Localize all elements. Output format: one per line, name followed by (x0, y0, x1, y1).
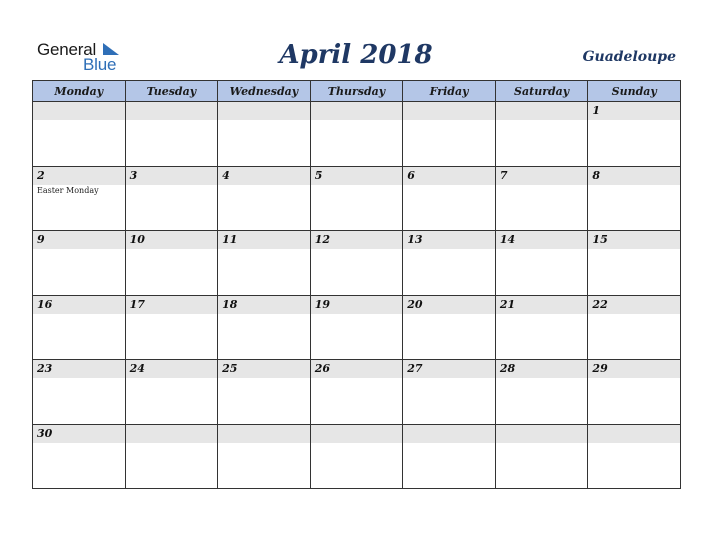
day-number (126, 102, 218, 120)
day-cell[interactable] (588, 425, 681, 490)
day-number: 3 (126, 167, 218, 185)
region-label: Guadeloupe (582, 49, 676, 65)
day-cell[interactable] (218, 102, 311, 167)
day-number: 9 (33, 231, 125, 249)
day-cell[interactable] (126, 167, 219, 232)
day-cell[interactable] (588, 167, 681, 232)
day-cell[interactable] (403, 360, 496, 425)
logo-blue-text: Blue (83, 55, 117, 74)
day-cell[interactable] (588, 296, 681, 361)
day-cell[interactable] (496, 231, 589, 296)
day-number: 29 (588, 360, 680, 378)
day-cell[interactable] (496, 360, 589, 425)
holiday-label: Easter Monday (37, 185, 99, 195)
day-cell[interactable] (311, 167, 404, 232)
day-number (496, 425, 588, 443)
day-cell[interactable] (33, 296, 126, 361)
day-number (311, 425, 403, 443)
day-number: 15 (588, 231, 680, 249)
day-cell[interactable] (311, 102, 404, 167)
day-cell[interactable] (588, 231, 681, 296)
day-cell[interactable] (311, 360, 404, 425)
day-number: 5 (311, 167, 403, 185)
day-number: 20 (403, 296, 495, 314)
day-cell[interactable] (126, 102, 219, 167)
weekday-header-thursday: Thursday (311, 81, 404, 102)
logo-general-text: General (37, 40, 97, 59)
day-cell[interactable] (588, 360, 681, 425)
day-number: 12 (311, 231, 403, 249)
day-number: 2 (33, 167, 125, 185)
day-number (126, 425, 218, 443)
day-number: 28 (496, 360, 588, 378)
day-number: 1 (588, 102, 680, 120)
day-number: 23 (33, 360, 125, 378)
day-number: 26 (311, 360, 403, 378)
day-cell[interactable] (33, 102, 126, 167)
day-number (311, 102, 403, 120)
day-number: 13 (403, 231, 495, 249)
day-number: 21 (496, 296, 588, 314)
day-cell[interactable] (311, 296, 404, 361)
day-cell[interactable] (403, 425, 496, 490)
day-number (33, 102, 125, 120)
day-cell[interactable] (403, 167, 496, 232)
day-number: 8 (588, 167, 680, 185)
day-cell[interactable] (496, 167, 589, 232)
day-number: 18 (218, 296, 310, 314)
day-number: 14 (496, 231, 588, 249)
weekday-header-tuesday: Tuesday (126, 81, 219, 102)
page-title: April 2018 (279, 40, 433, 70)
day-number (403, 425, 495, 443)
day-cell[interactable] (218, 296, 311, 361)
day-number (403, 102, 495, 120)
day-cell[interactable] (218, 425, 311, 490)
weekday-header-saturday: Saturday (496, 81, 589, 102)
day-number: 22 (588, 296, 680, 314)
day-number: 6 (403, 167, 495, 185)
day-number: 24 (126, 360, 218, 378)
day-cell[interactable] (496, 425, 589, 490)
day-number: 30 (33, 425, 125, 443)
day-number: 27 (403, 360, 495, 378)
day-cell[interactable] (496, 296, 589, 361)
day-cell[interactable] (218, 360, 311, 425)
day-number (588, 425, 680, 443)
day-number: 16 (33, 296, 125, 314)
day-number (218, 102, 310, 120)
day-cell[interactable] (588, 102, 681, 167)
day-cell[interactable] (403, 102, 496, 167)
day-number: 25 (218, 360, 310, 378)
day-number: 7 (496, 167, 588, 185)
day-cell[interactable] (33, 231, 126, 296)
weekday-header-wednesday: Wednesday (218, 81, 311, 102)
day-cell[interactable] (496, 102, 589, 167)
day-cell[interactable] (311, 231, 404, 296)
day-number (496, 102, 588, 120)
day-number (218, 425, 310, 443)
day-cell[interactable] (403, 296, 496, 361)
weekday-header-friday: Friday (403, 81, 496, 102)
day-cell[interactable] (218, 231, 311, 296)
day-cell[interactable] (403, 231, 496, 296)
day-cell[interactable] (126, 360, 219, 425)
day-number: 19 (311, 296, 403, 314)
day-cell[interactable] (126, 425, 219, 490)
day-cell[interactable] (311, 425, 404, 490)
day-cell[interactable] (33, 167, 126, 232)
calendar-grid (32, 80, 681, 489)
day-cell[interactable] (126, 296, 219, 361)
day-number: 10 (126, 231, 218, 249)
day-cell[interactable] (218, 167, 311, 232)
day-cell[interactable] (33, 360, 126, 425)
weekday-header-monday: Monday (33, 81, 126, 102)
day-cell[interactable] (33, 425, 126, 490)
weekday-header-sunday: Sunday (588, 81, 681, 102)
day-number: 11 (218, 231, 310, 249)
day-number: 4 (218, 167, 310, 185)
day-number: 17 (126, 296, 218, 314)
day-cell[interactable] (126, 231, 219, 296)
